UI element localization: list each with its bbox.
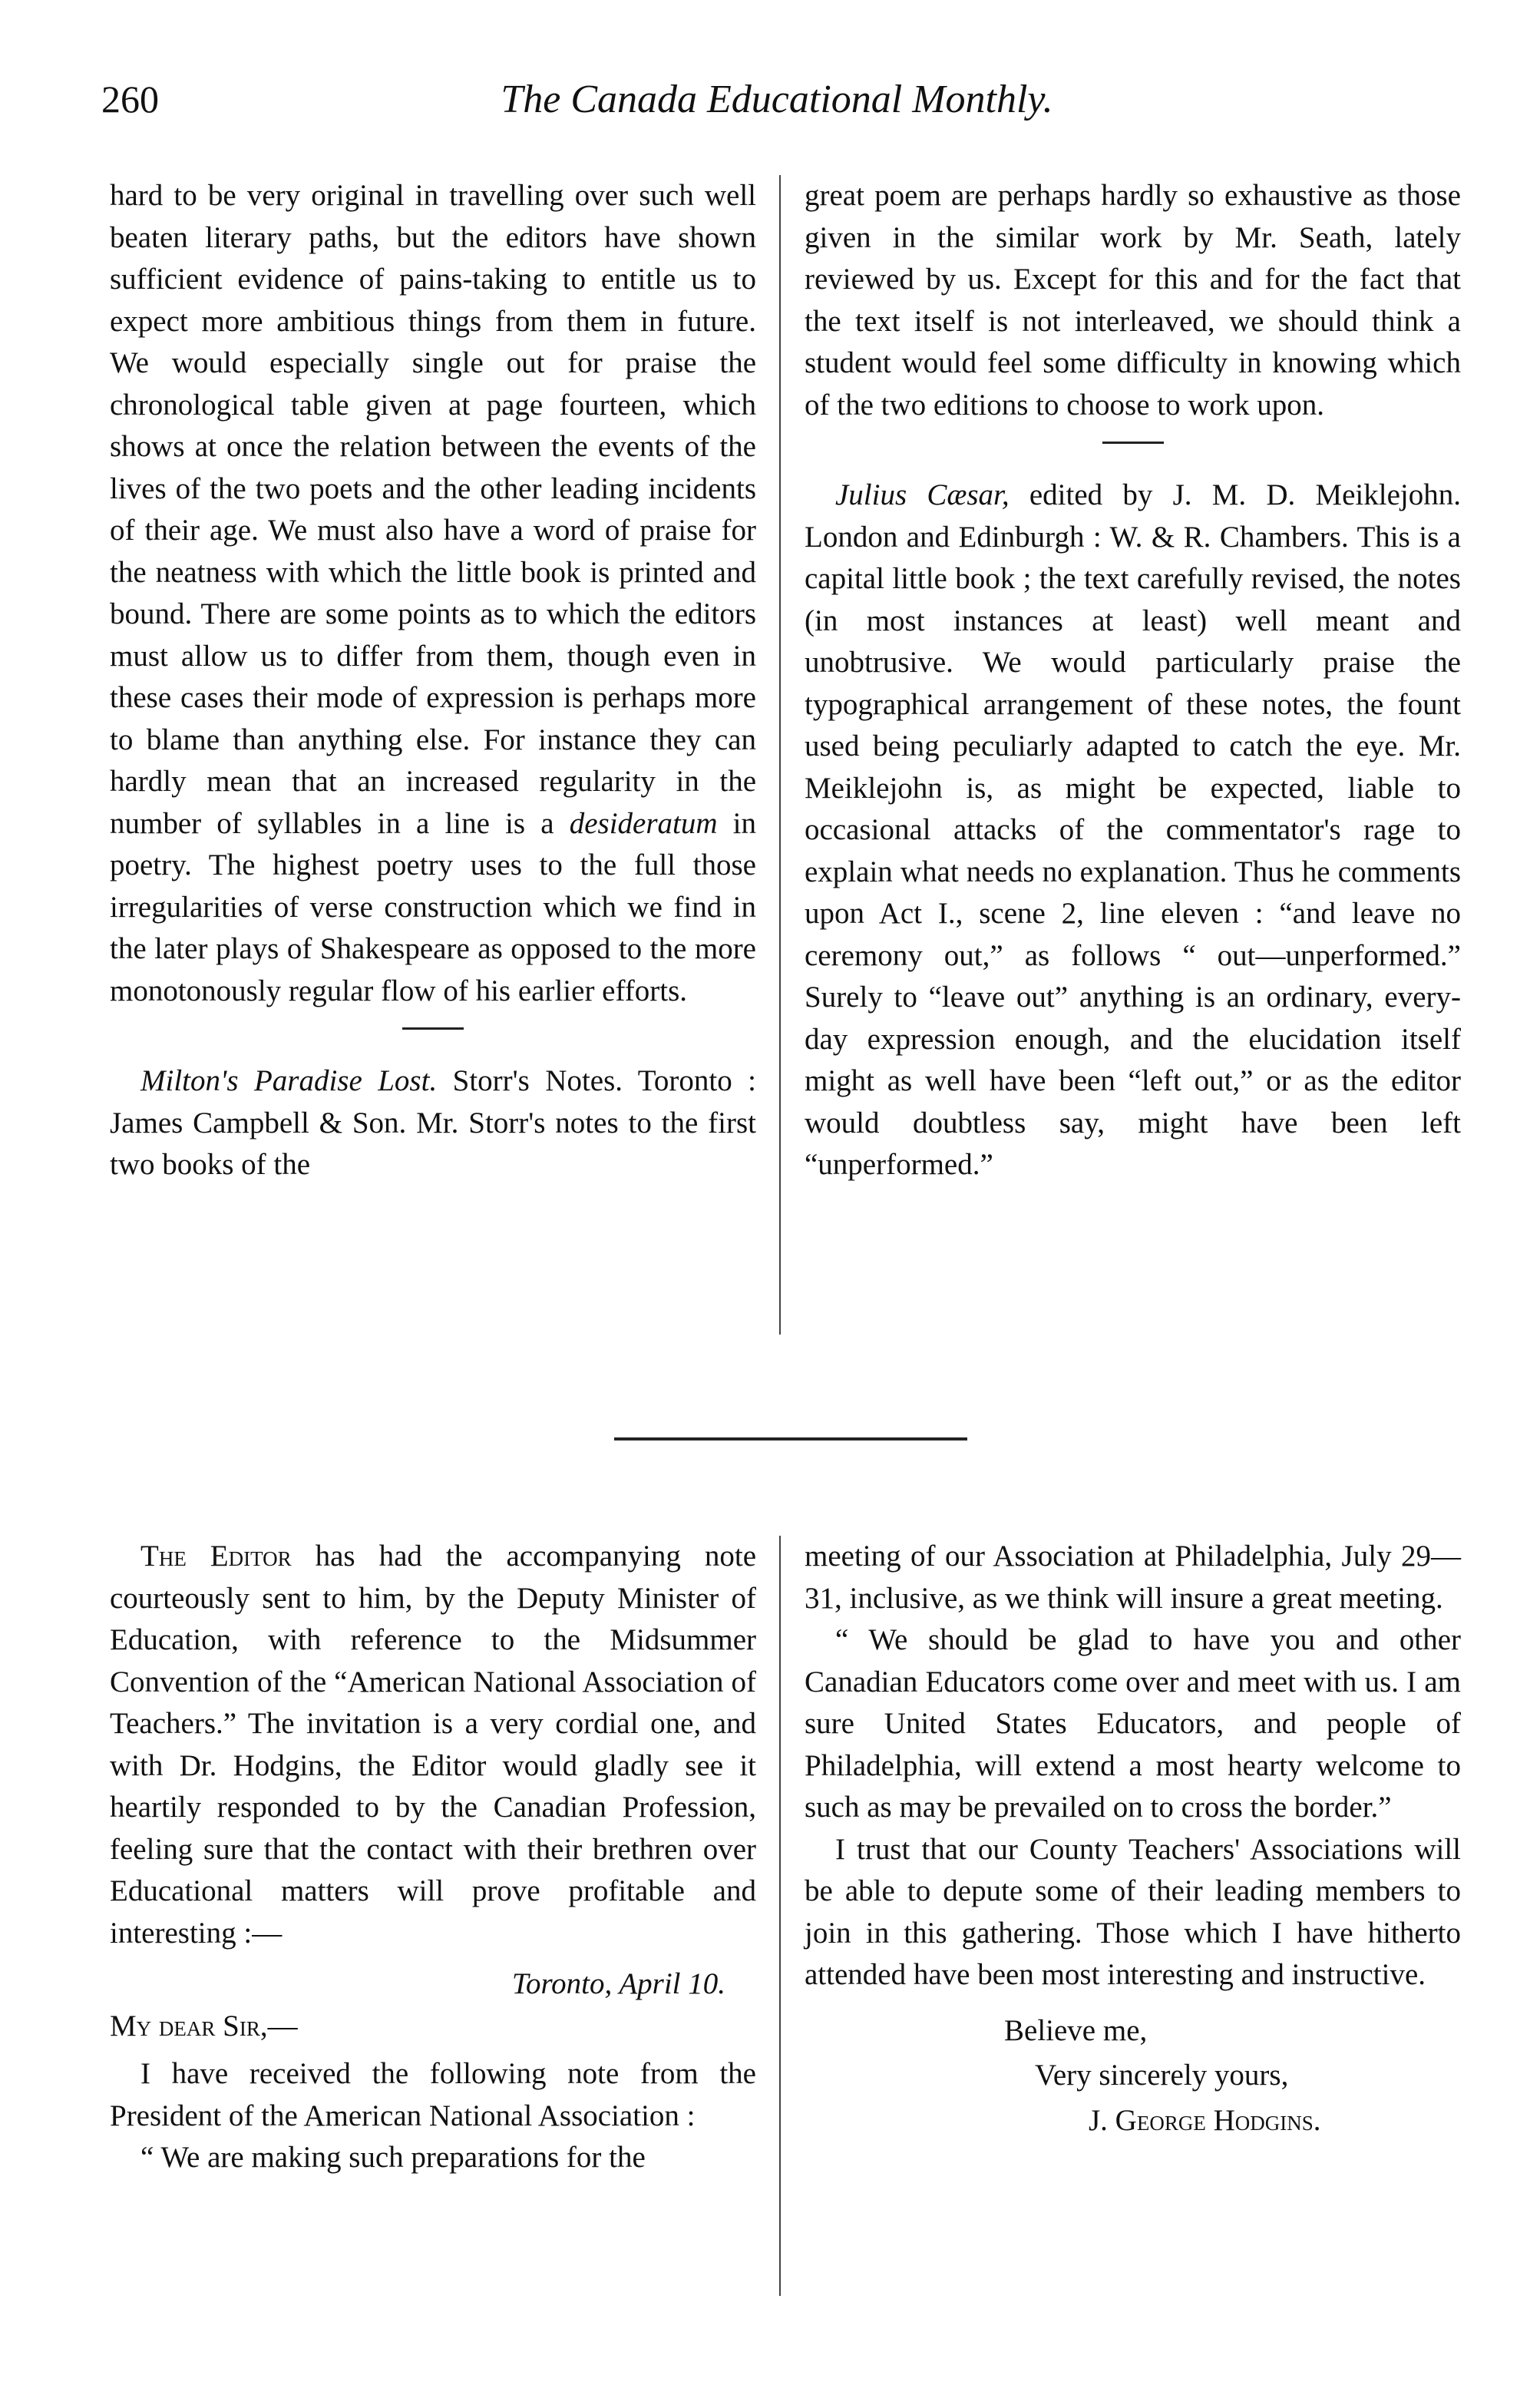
dateline: Toronto, April 10. — [511, 1967, 725, 2000]
running-title: The Canada Educational Monthly. — [501, 78, 1053, 121]
letter-paragraph-2: I trust that our County Teachers' Associations will be able to depute some of their leading members to join in this gathering. Those which I have hitherto attended have been most interesting and instructive. — [805, 1832, 1461, 1991]
bottom-left-column — [110, 1536, 756, 2179]
milton-review-continued: great poem are perhaps hardly so exhaustive as those given in the similar work by Mr. Seath, lately reviewed by us. Except for this and for the fact that the text itself is not interleaved, we should think a student would feel some difficulty in knowing which of the two editions to choose to work upon. — [805, 179, 1461, 422]
bottom-right-column — [805, 1536, 1461, 2142]
quote-paragraph-2: “ We should be glad to have you and other Canadian Educators come over and meet with us. I am sure United States Educators, and people of Philadelphia, will extend a most hearty welcome to such as may be prevailed on to cross the border.” — [805, 1623, 1461, 1824]
caesar-text: edited by J. M. D. Meiklejohn. London and Edinburgh : W. & R. Chambers. This is a capital little book ; the text carefully revised, the notes (in most instances at least) well meant and unobtrusive. We would particularly praise the typographical arrangement of these notes, the fount used being peculiarly adapted to catch the eye. Mr. Meiklejohn is, as might be expected, liable to occasional attacks of the commentator's rage to explain what needs no explanation. Thus he comments upon Act I., scene 2, line eleven : “and leave no ceremony out,” as follows “ out—unperformed.” Surely to “leave out” anything is an ordinary, every-day expression enough, and the elucidation itself might as well have been “left out,” or as the editor would doubtless say, might have been left “unperformed.” — [805, 478, 1461, 1181]
closing-line-1: Believe me, — [1004, 2013, 1148, 2047]
caesar-title: Julius Cæsar, — [835, 478, 1010, 511]
letter-quote-start: “ We are making such preparations for the — [140, 2141, 646, 2174]
review-text-end: in poetry. The highest poetry uses to the full those irregularities of verse construction which we find in the later plays of Shakespeare as opposed to the more monotonously regular flow of his earlier efforts. — [110, 806, 756, 1007]
closing-line-2: Very sincerely yours, — [1035, 2059, 1289, 2092]
section-divider — [1102, 442, 1164, 444]
salutation: My dear Sir,— — [110, 2009, 298, 2043]
top-right-column — [805, 175, 1461, 1186]
milton-text: Storr's Notes. Toronto : James Campbell & Son. Mr. Storr's notes to the first two books of the — [110, 1064, 756, 1181]
page-number: 260 — [101, 78, 159, 121]
column-divider — [779, 175, 781, 1335]
quote-continuation: meeting of our Association at Philadelphia, July 29—31, inclusive, as we think will insure a great meeting. — [805, 1540, 1461, 1615]
editor-note — [110, 1536, 756, 1954]
signature: J. George Hodgins. — [1089, 2103, 1321, 2137]
letter-paragraph-1: I have received the following note from the President of the American National Association : — [110, 2057, 756, 2132]
page-header — [101, 77, 1452, 138]
editor-note-text: has had the accompanying note courteously sent to him, by the Deputy Minister of Education, with reference to the Midsummer Convention of the “American National Association of Teachers.” The invitation is a very cordial one, and with Dr. Hodgins, the Editor would gladly see it heartily responded to by the Canadian Profession, feeling sure that the contact with their brethren over Educational matters will prove profitable and interesting :— — [110, 1540, 757, 1950]
column-divider — [779, 1536, 781, 2296]
top-left-column — [110, 175, 756, 1186]
editor-lead: The Editor — [140, 1540, 292, 1573]
milton-title: Milton's Paradise Lost. — [140, 1064, 438, 1097]
section-separator-rule — [614, 1437, 967, 1440]
desideratum-term: desideratum — [569, 806, 718, 840]
review-text: hard to be very original in travelling over such well beaten literary paths, but the editors have shown sufficient evidence of pains-taking to entitle us to expect more ambitious things from them in future. We would especially single out for praise the chronological table given at page fourteen, which shows at once the relation between the events of the lives of the two poets and the other leading incidents of their age. We must also have a word of praise for the neatness with which the little book is printed and bound. There are some points as to which the editors must allow us to differ from them, though even in these cases their mode of expression is perhaps more to blame than anything else. For instance they can hardly mean that an increased regularity in the number of syllables in a line is a — [110, 179, 756, 840]
milton-review — [110, 1060, 756, 1186]
review-paragraph — [110, 175, 756, 1012]
caesar-review — [805, 475, 1461, 1186]
section-divider — [402, 1027, 464, 1030]
